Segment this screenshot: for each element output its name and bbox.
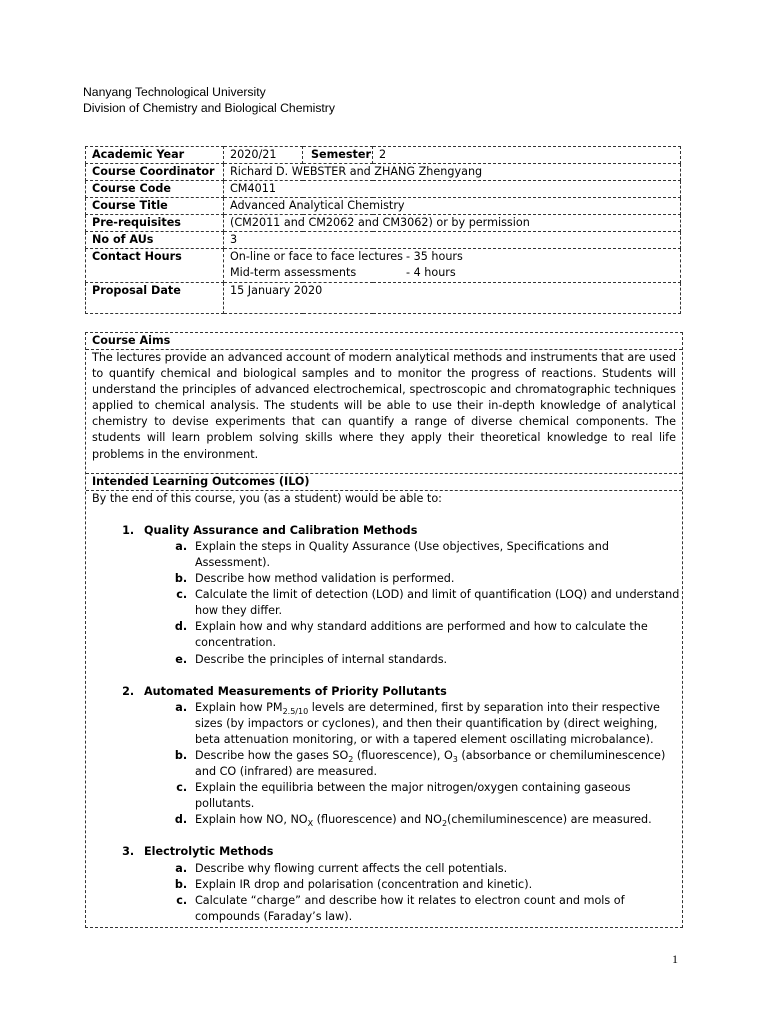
ilo-sub-list	[144, 539, 682, 668]
table-row	[86, 249, 681, 283]
contact-assessments-hours: - 4 hours	[406, 266, 456, 279]
text-run: (chemiluminescence) are measured.	[447, 813, 652, 827]
ilo-intro: By the end of this course, you (as a student) would be able to:	[92, 491, 442, 505]
course-aims-text: The lectures provide an advanced account of modern analytical methods and instruments that are used to quantify chemical and biological samples and to monitor the progress of reactions. Students will understand the principles of advanced electrochemical, spectroscopic and chromatographic techniques applied to chemical analysis. The students will be able to use their in-depth knowledge of analytical chemistry to devise experiments that can quantify a range of diverse chemical components. The students will learn problem solving skills where they apply their theoretical knowledge to real life problems in the environment.	[86, 350, 682, 474]
academic-year-label: Academic Year	[86, 147, 224, 164]
text-run: levels are determined, first by separation into their respective sizes (by impactors or cyclones), and then their quantification by (direct weighing, beta attenuation monitoring, or with a tapered element oscillating microbalance).	[195, 700, 660, 746]
course-title-label: Course Title	[86, 198, 224, 215]
course-aims-box	[85, 332, 683, 928]
list-item	[191, 748, 682, 780]
text-run: (absorbance or chemiluminescence) and CO (infrared) are measured.	[195, 748, 666, 779]
proposal-date-value: 15 January 2020	[224, 283, 681, 314]
ilo-section-title: Quality Assurance and Calibration Methods	[144, 523, 418, 537]
course-code-value: CM4011	[224, 181, 681, 198]
list-item	[191, 700, 682, 748]
subscript: 2	[348, 755, 354, 765]
semester-value: 2	[373, 147, 681, 164]
list-item	[138, 523, 682, 668]
list-item: e. Describe the principles of internal standards.	[191, 652, 682, 668]
table-row	[86, 232, 681, 249]
table-row	[86, 164, 681, 181]
ilo-section-title: Electrolytic Methods	[144, 845, 274, 859]
coordinator-value: Richard D. WEBSTER and ZHANG Zhengyang	[224, 164, 681, 181]
prerequisites-value: (CM2011 and CM2062 and CM3062) or by permission	[224, 215, 681, 232]
document-header	[83, 85, 335, 116]
subscript: 3	[452, 755, 458, 765]
subscript: X	[307, 819, 314, 829]
list-item	[138, 684, 682, 829]
proposal-date-label: Proposal Date	[86, 283, 224, 314]
ilo-sub-list	[144, 861, 682, 925]
list-item: c. Calculate the limit of detection (LOD) and limit of quantification (LOQ) and understand how they differ.	[191, 587, 682, 619]
contact-lectures-hours: - 35 hours	[406, 250, 463, 263]
ilo-list	[86, 523, 682, 925]
table-row	[86, 283, 681, 314]
aus-label: No of AUs	[86, 232, 224, 249]
list-item: b. Describe how method validation is performed.	[191, 571, 682, 587]
page-number: 1	[672, 952, 678, 966]
table-row	[86, 147, 681, 164]
contact-lectures: On-line or face to face lectures	[230, 250, 403, 263]
list-item: c. Explain the equilibria between the major nitrogen/oxygen containing gaseous pollutants.	[191, 780, 682, 812]
university-name: Nanyang Technological University	[83, 85, 266, 99]
course-code-label: Course Code	[86, 181, 224, 198]
text-run: Explain how PM	[195, 700, 283, 714]
division-name: Division of Chemistry and Biological Chemistry	[83, 100, 335, 115]
list-item: b. Explain IR drop and polarisation (concentration and kinetic).	[191, 877, 682, 893]
coordinator-label: Course Coordinator	[86, 164, 224, 181]
course-aims-heading: Course Aims	[86, 333, 682, 350]
ilo-section-title: Automated Measurements of Priority Pollutants	[144, 684, 447, 698]
table-row	[86, 198, 681, 215]
semester-label: Semester	[303, 147, 373, 164]
academic-year-value: 2020/21	[224, 147, 303, 164]
course-title-value: Advanced Analytical Chemistry	[224, 198, 681, 215]
prerequisites-label: Pre-requisites	[86, 215, 224, 232]
contact-hours-value	[224, 249, 681, 283]
contact-hours-label: Contact Hours	[86, 249, 224, 283]
list-item	[138, 844, 682, 924]
ilo-sub-list	[144, 700, 682, 829]
list-item: c. Calculate “charge” and describe how it relates to electron count and mols of compounds (Faraday’s law).	[191, 893, 682, 925]
aus-value: 3	[224, 232, 681, 249]
subscript: 2	[441, 819, 448, 829]
text-run: (fluorescence), O	[353, 748, 453, 762]
list-item: a. Explain the steps in Quality Assurance (Use objectives, Specifications and Assessment).	[191, 539, 682, 571]
contact-assessments: Mid-term assessments	[230, 266, 357, 279]
table-row	[86, 215, 681, 232]
text-run: Explain how NO, NO	[195, 813, 308, 827]
list-item	[191, 812, 682, 828]
ilo-heading: Intended Learning Outcomes (ILO)	[86, 474, 682, 491]
table-row	[86, 181, 681, 198]
list-item: a. Describe why flowing current affects the cell potentials.	[191, 861, 682, 877]
subscript: 2.5/10	[282, 706, 309, 716]
course-info-table	[85, 146, 681, 314]
list-item: d. Explain how and why standard additions are performed and how to calculate the concentration.	[191, 619, 682, 651]
text-run: (fluorescence) and NO	[313, 813, 442, 827]
text-run: Describe how the gases SO	[195, 748, 349, 762]
